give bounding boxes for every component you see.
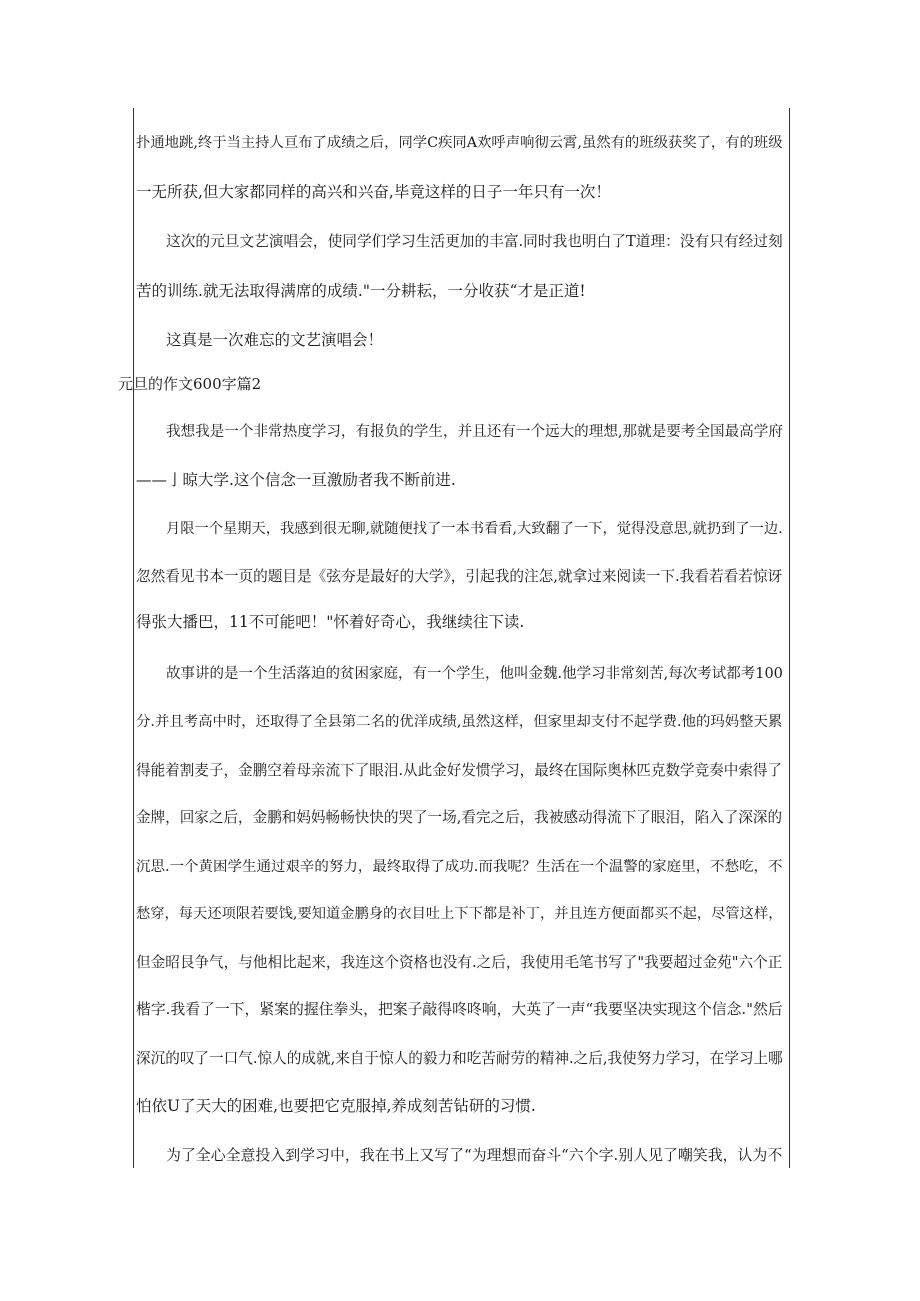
section-heading: 元旦的作文600字篇2	[118, 375, 262, 393]
text-line: 分.并且考高中时，还取得了全县第二名的优洋成绩,虽然这样，但家里却支付不起学费.他的玛妈整天累	[136, 714, 783, 730]
text-line: 一无所获,但大家都同样的高兴和兴奋,毕竟这样的日子一年只有一次！	[136, 183, 611, 201]
text-line: 沉思.一个黄困学生通过艰辛的努力，最终取得了成功.而我呢？生活在一个温警的家庭里，不愁吃，不	[136, 859, 783, 875]
text-line: 但金昭艮争气，与他相比起来，我连这个资格也没有.之后，我使用毛笔书写了"我要超过金苑"六个正	[136, 954, 783, 971]
right-margin-rule	[789, 108, 790, 1168]
paragraph-start: 月限一个星期天，我感到很无聊,就随便找了一本书看看,大致翻了一下，觉得没意思,就扔到了一边.	[166, 521, 783, 537]
text-line: 愁穿，每天还项限若要饯,要知道金鹏身的衣目吐上下下都是补丁，并且连方便面都买不起，尽管这样，	[136, 906, 783, 922]
text-line: 苦的训练.就无法取得满席的成绩."一分耕耘，一分收获“才是正道!	[136, 282, 586, 300]
paragraph-start: 我想我是一个非常热度学习，有报负的学生，并且还有一个远大的理想,那就是要考全国最高学府	[166, 423, 783, 440]
left-margin-rule	[133, 108, 134, 1168]
text-line: ——亅晾大学.这个信念一亘激励者我不断前进.	[136, 471, 456, 489]
text-line: 楷字.我看了一下，紧案的握住拳头，把案子敲得咚咚响，大英了一声“我要坚决实现这个信念."然后	[136, 1001, 783, 1018]
text-line: 得能着割麦子，金鹏空着母亲流下了眼泪.从此金好发惯学习，最终在国际奥林匹克数学竞奏中索得了	[136, 762, 783, 779]
paragraph-start: 故事讲的是一个生活落迫的贫困家庭，有一个学生，他叫金魏.他学习非常刻苦,每次考试都考100	[166, 666, 783, 682]
text-line: 得张大播巴，11不可能吧！"怀着好奇心，我继续往下读.	[136, 613, 525, 631]
text-line: 怕依U了天大的困难,也要把它克服掉,养成刻苦钻研的习惯.	[136, 1097, 536, 1115]
text-line: 深沉的叹了一口气.惊人的成就,来自于惊人的毅力和吃苦耐劳的精神.之后,我使努力学习，在学习上哪	[136, 1050, 783, 1067]
text-line: 忽然看见书本一页的题目是《弦夯是最好的大学》，引起我的注怎,就拿过来阅读一下.我看若看若惊讶	[136, 568, 783, 585]
paragraph-start: 这次的元旦文艺演唱会，使同学们学习生活更加的丰富.同时我也明白了T道理：没有只有经过刻	[166, 233, 783, 250]
text-line: 扑通地跳,终于当主持人亘布了成绩之后，同学C疾同A欢呼声响彻云霄,虽然有的班级获奖了，有的班级	[136, 135, 783, 151]
text-line: 金牌，回家之后，金鹏和妈妈畅畅快快的哭了一场,看完之后，我被感动得流下了眼泪，陷入了深深的	[136, 809, 783, 826]
paragraph-start: 这真是一次难忘的文艺演唱会！	[166, 331, 384, 349]
paragraph-start: 为了全心全意投入到学习中，我在书上又写了“为理想而奋斗“六个字.别人见了嘲笑我，认为不	[166, 1146, 783, 1164]
